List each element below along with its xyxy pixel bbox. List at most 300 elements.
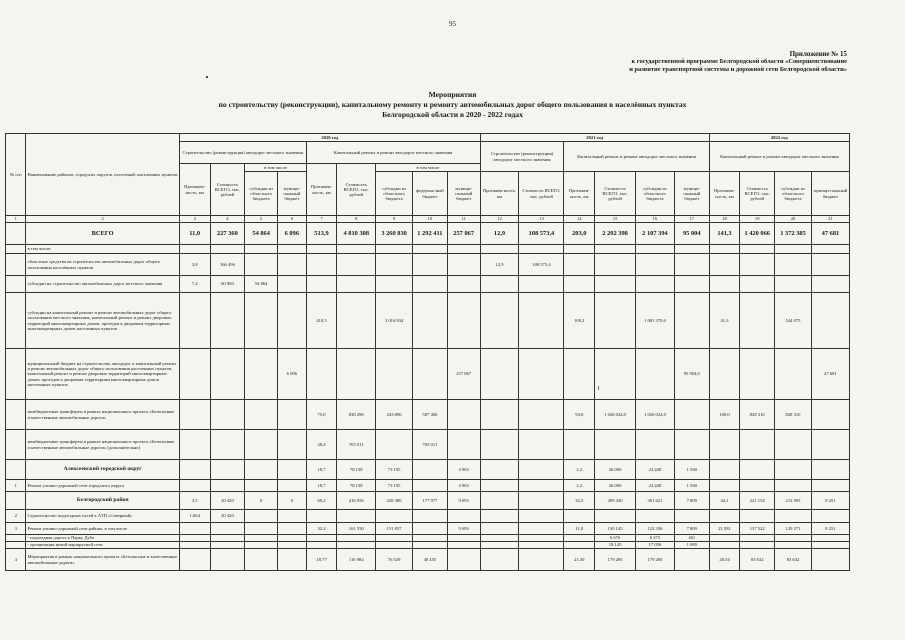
- cell-value: [480, 349, 519, 400]
- cell-value: [413, 542, 448, 549]
- cell-value: [376, 510, 413, 523]
- cell-value: [740, 535, 775, 542]
- header-length-cap-2020: Протяжен-ность, км: [306, 164, 337, 216]
- table-row: [6, 223, 850, 245]
- cell-value: [775, 542, 812, 549]
- header-cost-2021: Стоимость ВСЕГО, тыс. рублей: [519, 172, 564, 216]
- cell-value: 416 056: [337, 492, 376, 510]
- cell-value: 3,5: [179, 492, 210, 510]
- cell-value: 83 632: [740, 549, 775, 571]
- cell-value: [480, 430, 519, 460]
- table-row: [6, 535, 850, 542]
- table-body: [6, 216, 850, 571]
- cell-value: [480, 510, 519, 523]
- cell-value: [775, 510, 812, 523]
- cell-value: [519, 492, 564, 510]
- cell-value: 179 285: [595, 549, 636, 571]
- cell-value: [210, 460, 245, 480]
- cell-value: [447, 549, 480, 571]
- row-name: Строительство подъездных путей к АТП «Северный»: [26, 510, 179, 523]
- column-number: 12: [480, 216, 519, 223]
- cell-value: 47 681: [811, 223, 849, 245]
- header-cost-2020: Стоимость ВСЕГО, тыс. рублей: [210, 164, 245, 216]
- row-name: межбюджетные трансферты в рамках национального проекта «Безопасные и качественные автомобильные дороги»: [26, 400, 179, 430]
- cell-value: [376, 349, 413, 400]
- column-number: 6: [278, 216, 307, 223]
- cell-value: [337, 245, 376, 254]
- title-line-1: Мероприятия: [428, 90, 477, 99]
- cell-value: 20,54: [709, 549, 740, 571]
- cell-value: [595, 510, 636, 523]
- cell-value: [740, 510, 775, 523]
- cell-value: [447, 276, 480, 293]
- cell-value: [306, 245, 337, 254]
- cell-value: [775, 349, 812, 400]
- cell-value: [179, 549, 210, 571]
- cell-value: [245, 523, 278, 535]
- header-no: № п/п: [6, 134, 26, 216]
- cell-value: 47 681: [811, 349, 849, 400]
- cell-value: [306, 510, 337, 523]
- cell-value: 20 420: [210, 510, 245, 523]
- cell-value: [278, 460, 307, 480]
- cell-value: [709, 460, 740, 480]
- cell-value: [740, 254, 775, 276]
- cell-value: [179, 460, 210, 480]
- cell-value: 2 107 394: [636, 223, 675, 245]
- cell-value: [245, 245, 278, 254]
- cell-value: 54 864: [245, 223, 278, 245]
- cell-value: [480, 460, 519, 480]
- cell-value: [245, 460, 278, 480]
- cell-value: 95 004: [674, 223, 709, 245]
- cell-value: [480, 480, 519, 492]
- cell-value: 17 056: [636, 542, 675, 549]
- column-number: 21: [811, 216, 849, 223]
- cell-value: [709, 430, 740, 460]
- column-number: 18: [709, 216, 740, 223]
- cell-value: [595, 254, 636, 276]
- appendix-line-1: к государственной программе Белгородской области «Совершенствование: [631, 58, 847, 65]
- column-number: 13: [519, 216, 564, 223]
- cell-value: [210, 430, 245, 460]
- cell-value: 40 455: [413, 549, 448, 571]
- cell-value: [413, 254, 448, 276]
- row-name: Ремонт улично-дорожной сети городского округа: [26, 480, 179, 492]
- header-subs-2021: субсидии из областного бюджета: [636, 172, 675, 216]
- row-name: субсидии на строительство автомобильных дорог местного значения: [26, 276, 179, 293]
- cell-value: [447, 293, 480, 349]
- cell-value: [740, 293, 775, 349]
- cell-value: 1 081 370,0: [636, 293, 675, 349]
- cell-value: [674, 510, 709, 523]
- cell-value: 1 089: [674, 542, 709, 549]
- header-year-2022: 2022 год: [709, 134, 849, 142]
- cell-value: [519, 535, 564, 542]
- cell-value: 137 522: [740, 523, 775, 535]
- row-number: [6, 492, 26, 510]
- cell-value: [564, 349, 595, 400]
- table-row: [6, 492, 850, 510]
- cell-value: 1 420 066: [740, 223, 775, 245]
- cell-value: 1 372 385: [775, 223, 812, 245]
- row-name: - подъездная дорога к Парку Дуба: [26, 535, 179, 542]
- table-row: [6, 542, 850, 549]
- header-capital-2021: Капитальный ремонт и ремонт автодорог местного значения: [564, 142, 709, 172]
- row-name: в том числе:: [26, 245, 179, 254]
- cell-value: [278, 245, 307, 254]
- row-number: [6, 293, 26, 349]
- cell-value: [811, 245, 849, 254]
- cell-value: [775, 460, 812, 480]
- cell-value: [447, 542, 480, 549]
- cell-value: [740, 245, 775, 254]
- column-number: 9: [376, 216, 413, 223]
- header-construct-2020: Строительство (реконструкция) автодорог местного значения: [179, 142, 306, 164]
- header-length-2021: Протяжен-ность, км: [480, 172, 519, 216]
- table-row: [6, 510, 850, 523]
- cell-value: [480, 492, 519, 510]
- cell-value: [811, 510, 849, 523]
- row-number: [6, 430, 26, 460]
- cell-value: 26 000: [595, 460, 636, 480]
- cell-value: [564, 535, 595, 542]
- cell-value: 54 864: [245, 276, 278, 293]
- cell-value: 7 809: [674, 492, 709, 510]
- cell-value: 76 529: [376, 549, 413, 571]
- cell-value: [278, 523, 307, 535]
- cell-value: [376, 245, 413, 254]
- cell-value: 24 440: [636, 460, 675, 480]
- cell-value: [519, 510, 564, 523]
- cell-value: [811, 254, 849, 276]
- cell-value: 0: [278, 492, 307, 510]
- cell-value: [519, 549, 564, 571]
- table-row: [6, 430, 850, 460]
- cell-value: 828 310: [740, 400, 775, 430]
- column-number: 20: [775, 216, 812, 223]
- cell-value: [179, 349, 210, 400]
- cell-value: [413, 245, 448, 254]
- cell-value: [709, 276, 740, 293]
- column-number: 8: [337, 216, 376, 223]
- cell-value: [245, 254, 278, 276]
- cell-value: [775, 430, 812, 460]
- cell-value: [306, 254, 337, 276]
- cell-value: 3 016 934: [376, 293, 413, 349]
- cell-value: [245, 480, 278, 492]
- cell-value: 705 011: [413, 430, 448, 460]
- cell-value: [811, 549, 849, 571]
- cell-value: [564, 430, 595, 460]
- header-fed-2020: федераль-ный бюджет: [413, 172, 448, 216]
- row-name: межбюджетные трансферты в рамках национального проекта «Безопасные и качественные автомобильные дороги» (дополнительно): [26, 430, 179, 460]
- cell-value: [245, 400, 278, 430]
- cell-value: [674, 254, 709, 276]
- header-length-2022: Протяжен-ность, км: [709, 172, 740, 216]
- cell-value: 221 154: [740, 492, 775, 510]
- cell-value: 108 573,4: [519, 254, 564, 276]
- cell-value: 705 011: [337, 430, 376, 460]
- cell-value: 3 260 830: [376, 223, 413, 245]
- row-number: 2: [6, 510, 26, 523]
- cell-value: 301 621: [636, 492, 675, 510]
- cell-value: 212 903: [775, 492, 812, 510]
- cell-value: 32,2: [306, 523, 337, 535]
- cell-value: [447, 245, 480, 254]
- cell-value: [709, 480, 740, 492]
- cell-value: 24 440: [636, 480, 675, 492]
- measures-table: [5, 133, 850, 571]
- cell-value: [775, 480, 812, 492]
- cell-value: [811, 293, 849, 349]
- cell-value: [674, 549, 709, 571]
- cell-value: 1 026 024,0: [595, 400, 636, 430]
- cell-value: 544 075: [775, 293, 812, 349]
- cell-value: [636, 510, 675, 523]
- cell-value: 129 271: [775, 523, 812, 535]
- cell-value: 9 693: [447, 523, 480, 535]
- cell-value: [210, 535, 245, 542]
- cell-value: 6 096: [278, 223, 307, 245]
- cell-value: [564, 542, 595, 549]
- cell-value: 18,7: [306, 480, 337, 492]
- cell-value: 32,3: [564, 492, 595, 510]
- cell-value: 4 810 308: [337, 223, 376, 245]
- cell-value: [210, 523, 245, 535]
- cell-value: 401: [674, 535, 709, 542]
- cell-value: 587 400: [413, 400, 448, 430]
- cell-value: [306, 535, 337, 542]
- cell-value: [210, 542, 245, 549]
- cell-value: [376, 535, 413, 542]
- cell-value: 257 067: [447, 223, 480, 245]
- cell-value: [480, 245, 519, 254]
- cell-value: 227 360: [210, 223, 245, 245]
- header-length-cap-2021: Протяжен-ность, км: [564, 172, 595, 216]
- header-cost-cap-2020: Стоимость ВСЕГО, тыс. рублей: [337, 164, 376, 216]
- cell-value: [674, 245, 709, 254]
- header-cost-2022: Стоимость ВСЕГО, тыс. рублей: [740, 172, 775, 216]
- cell-value: [564, 254, 595, 276]
- cell-value: 73 195: [376, 460, 413, 480]
- cell-value: [306, 276, 337, 293]
- cell-value: 11,0: [564, 523, 595, 535]
- cell-value: [210, 400, 245, 430]
- cell-value: [480, 549, 519, 571]
- cell-value: 68,2: [306, 492, 337, 510]
- header-subs-2022: субсидии из областного бюджета: [775, 172, 812, 216]
- column-number: 15: [595, 216, 636, 223]
- table-row: [6, 349, 850, 400]
- cell-value: [337, 535, 376, 542]
- column-number: 10: [413, 216, 448, 223]
- cell-value: [480, 542, 519, 549]
- cell-value: 6 096: [278, 349, 307, 400]
- cell-value: 73 195: [376, 480, 413, 492]
- header-subs-2020b: субсидии из областного бюджета: [376, 172, 413, 216]
- row-name: Алексеевский городской округ: [26, 460, 179, 480]
- cell-value: 141,3: [709, 223, 740, 245]
- header-year-2021: 2021 год: [480, 134, 709, 142]
- column-number: 16: [636, 216, 675, 223]
- cell-value: [337, 254, 376, 276]
- cell-value: [337, 510, 376, 523]
- appendix-block: [629, 50, 847, 74]
- cell-value: [179, 535, 210, 542]
- cell-value: [740, 480, 775, 492]
- cell-value: 130 145: [595, 523, 636, 535]
- cell-value: [636, 349, 675, 400]
- cell-value: [740, 542, 775, 549]
- cell-value: [519, 542, 564, 549]
- cell-value: [740, 460, 775, 480]
- cell-value: [740, 349, 775, 400]
- cell-value: [447, 400, 480, 430]
- cell-value: [519, 430, 564, 460]
- cell-value: 9 693: [447, 492, 480, 510]
- cell-value: [564, 276, 595, 293]
- cell-value: 109,2: [564, 293, 595, 349]
- cell-value: 166 496: [210, 254, 245, 276]
- cell-value: 20 420: [210, 492, 245, 510]
- cell-value: 830 296: [337, 400, 376, 430]
- cell-value: [413, 535, 448, 542]
- page-number: 95: [449, 20, 456, 28]
- cell-value: [709, 535, 740, 542]
- row-number: 3: [6, 523, 26, 535]
- cell-value: [519, 293, 564, 349]
- cell-value: [674, 400, 709, 430]
- table-row: [6, 400, 850, 430]
- table-row: [6, 245, 850, 254]
- cell-value: [595, 276, 636, 293]
- appendix-title: Приложение № 15: [789, 50, 847, 58]
- cell-value: [413, 349, 448, 400]
- cell-value: 78 158: [337, 460, 376, 480]
- cell-value: 0: [245, 492, 278, 510]
- cell-value: [674, 430, 709, 460]
- cell-value: [480, 535, 519, 542]
- column-number: 4: [210, 216, 245, 223]
- cell-value: [245, 293, 278, 349]
- row-number: [6, 400, 26, 430]
- cell-value: 1 292 411: [413, 223, 448, 245]
- cell-value: 100,0: [709, 400, 740, 430]
- cell-value: 44,1: [709, 492, 740, 510]
- cell-value: [376, 430, 413, 460]
- cell-value: 161 550: [337, 523, 376, 535]
- table-row: [6, 523, 850, 535]
- cell-value: [278, 293, 307, 349]
- cell-value: [740, 276, 775, 293]
- table-row: [6, 276, 850, 293]
- header-mun-2020a: муници-пальный бюджет: [278, 172, 307, 216]
- cell-value: [376, 542, 413, 549]
- cell-value: 203,0: [564, 223, 595, 245]
- cell-value: [740, 430, 775, 460]
- row-name: ВСЕГО: [26, 223, 179, 245]
- column-number: 7: [306, 216, 337, 223]
- cell-value: [636, 245, 675, 254]
- cell-value: 21,30: [564, 549, 595, 571]
- header-length-2020: Протяжен-ность, км: [179, 164, 210, 216]
- cell-value: [245, 549, 278, 571]
- cell-value: [564, 245, 595, 254]
- header-name: Наименование районов, городских округов, поселений, населенных пунктов: [26, 134, 179, 216]
- cell-value: 151 857: [376, 523, 413, 535]
- cell-value: [413, 480, 448, 492]
- column-number: 17: [674, 216, 709, 223]
- cell-value: [278, 480, 307, 492]
- cell-value: [413, 510, 448, 523]
- column-number: 2: [26, 216, 179, 223]
- cell-value: [709, 510, 740, 523]
- cell-value: [811, 276, 849, 293]
- cell-value: [413, 460, 448, 480]
- cell-value: [337, 276, 376, 293]
- cell-value: 179 285: [636, 549, 675, 571]
- header-subs-2020a: субсидии из областного бюджета: [245, 172, 278, 216]
- cell-value: [564, 510, 595, 523]
- cell-value: [210, 245, 245, 254]
- table-row: [6, 293, 850, 349]
- cell-value: [480, 400, 519, 430]
- cell-value: 1 560: [674, 480, 709, 492]
- scan-speck: [206, 76, 208, 78]
- cell-value: [179, 245, 210, 254]
- cell-value: 18 145: [595, 542, 636, 549]
- table-row: [6, 254, 850, 276]
- cell-value: [811, 460, 849, 480]
- cell-value: [595, 245, 636, 254]
- cell-value: [519, 480, 564, 492]
- cell-value: 6 275: [636, 535, 675, 542]
- cell-value: [337, 349, 376, 400]
- cell-value: 228 386: [376, 492, 413, 510]
- cell-value: 7,2: [179, 276, 210, 293]
- cell-value: [636, 254, 675, 276]
- cell-value: 3,8: [179, 254, 210, 276]
- row-name: областные средства на строительство автомобильных дорог общего пользования населённых пунктов: [26, 254, 179, 276]
- cell-value: [413, 523, 448, 535]
- cell-value: [210, 349, 245, 400]
- header-mun-2022: муници-пальный бюджет: [811, 172, 849, 216]
- cell-value: [519, 460, 564, 480]
- cell-value: [775, 535, 812, 542]
- cell-value: 21,581: [709, 523, 740, 535]
- cell-value: 1 026 024,0: [636, 400, 675, 430]
- column-number: 1: [6, 216, 26, 223]
- row-number: [6, 535, 26, 542]
- cell-value: [636, 276, 675, 293]
- cell-value: [811, 400, 849, 430]
- cell-value: [519, 276, 564, 293]
- cell-value: [210, 293, 245, 349]
- cell-value: 1,664: [179, 510, 210, 523]
- cell-value: 243 896: [376, 400, 413, 430]
- column-numbers-row: [6, 216, 850, 223]
- cell-value: 83 632: [775, 549, 812, 571]
- cell-value: 4 963: [447, 480, 480, 492]
- header-cost-cap-2021: Стоимость ВСЕГО, тыс. рублей: [595, 172, 636, 216]
- cell-value: [179, 400, 210, 430]
- cell-value: [595, 430, 636, 460]
- cell-value: [245, 535, 278, 542]
- cell-value: [245, 542, 278, 549]
- cell-value: [179, 293, 210, 349]
- cell-value: 26 000: [595, 480, 636, 492]
